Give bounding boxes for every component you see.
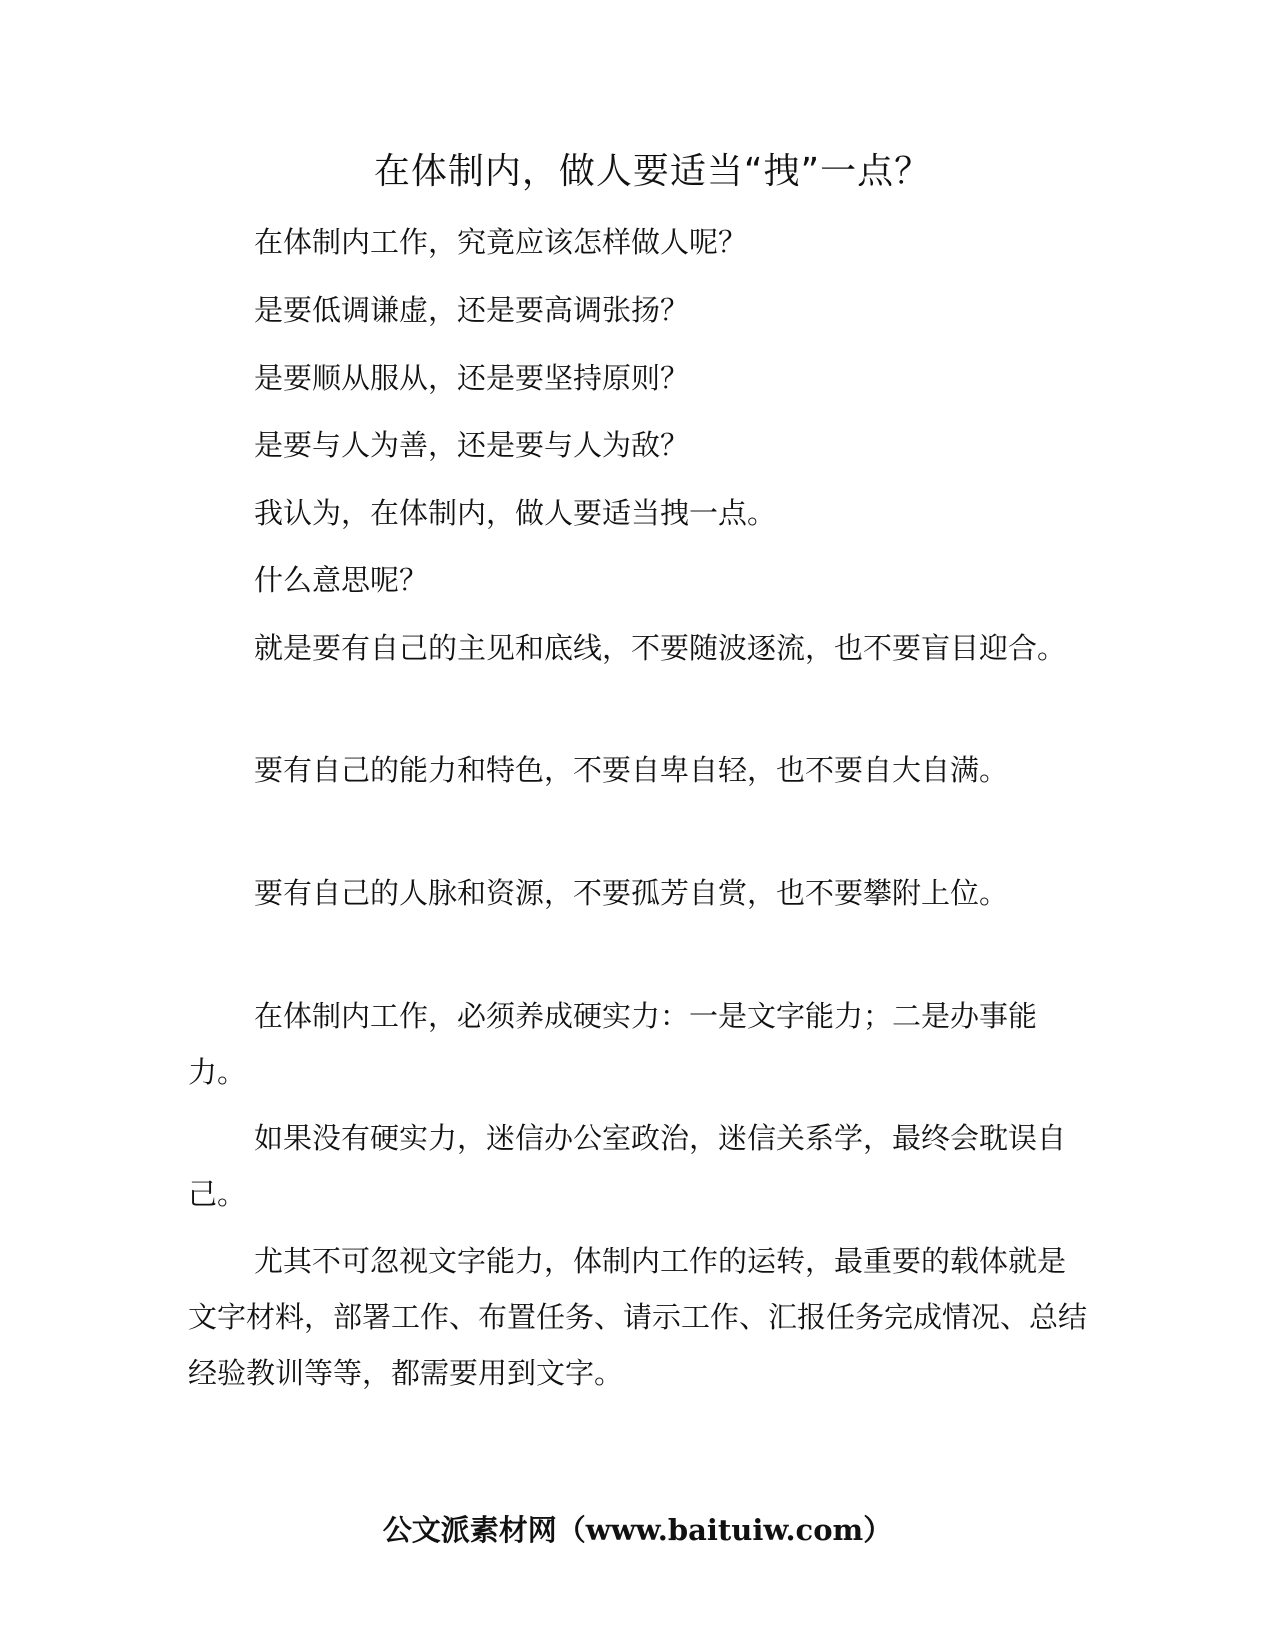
paragraph: 是要与人为善，还是要与人为敌？ — [254, 428, 690, 462]
footer-source: 公文派素材网（www.baituiw.com） — [382, 1513, 893, 1547]
paragraph: 就是要有自己的主见和底线，不要随波逐流，也不要盲目迎合。 — [254, 631, 1067, 665]
paragraph: 尤其不可忽视文字能力，体制内工作的运转，最重要的载体就是文字材料，部署工作、布置任务、请示工作、汇报任务完成情况、总结经验教训等等，都需要用到文字。 — [188, 1244, 1088, 1390]
paragraph: 是要低调谦虚，还是要高调张扬？ — [254, 293, 690, 327]
paragraph: 是要顺从服从，还是要坚持原则？ — [254, 361, 690, 395]
paragraph: 要有自己的人脉和资源，不要孤芳自赏，也不要攀附上位。 — [254, 876, 1009, 910]
paragraph: 要有自己的能力和特色，不要自卑自轻，也不要自大自满。 — [254, 753, 1009, 787]
paragraph: 如果没有硬实力，迷信办公室政治，迷信关系学，最终会耽误自己。 — [188, 1121, 1067, 1211]
paragraph: 我认为，在体制内，做人要适当拽一点。 — [254, 496, 777, 530]
document-title: 在体制内，做人要适当“拽”一点？ — [373, 151, 932, 192]
paragraph: 什么意思呢？ — [254, 563, 429, 597]
paragraph: 在体制内工作，必须养成硬实力：一是文字能力；二是办事能力。 — [188, 999, 1038, 1089]
paragraph: 在体制内工作，究竟应该怎样做人呢？ — [254, 225, 748, 259]
